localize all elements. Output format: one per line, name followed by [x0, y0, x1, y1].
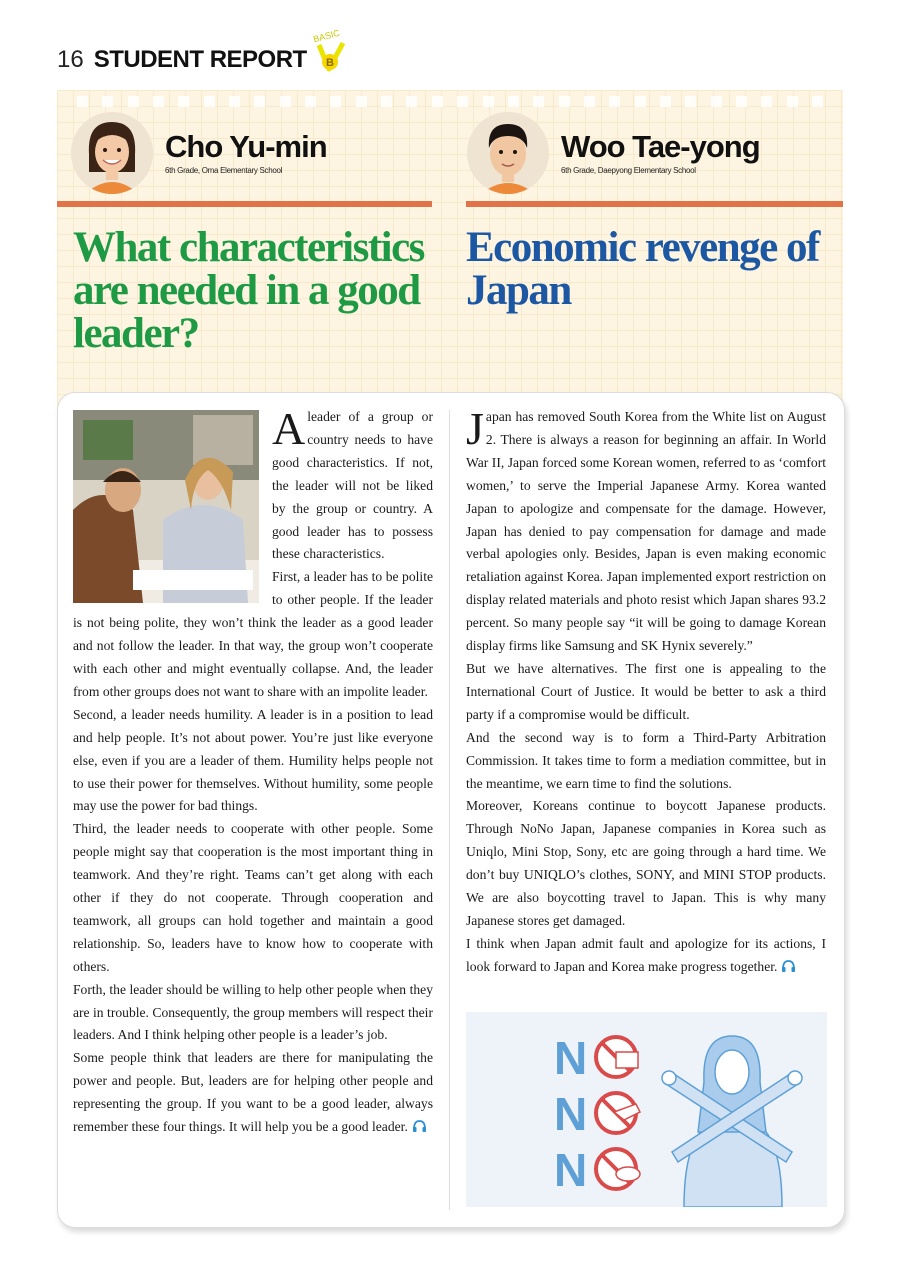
rule-left	[57, 201, 432, 207]
avatar-right	[467, 112, 549, 194]
paragraph: Moreover, Koreans continue to boycott Japanese products. Through NoNo Japan, Japanese companies in Korea such as Uniqlo, Mini Stop, Sony, etc are going through a hard time. We don’t buy UNIQLO’s clothes, SONY, and MINI STOP products. We are also boycotting travel to Japan. This is why many Japanese stores get damaged.	[466, 798, 826, 928]
avatar-left	[71, 112, 153, 194]
author-left	[71, 112, 327, 194]
author-school-left: 6th Grade, Oma Elementary School	[165, 166, 283, 175]
headline-right: Economic revenge of Japan	[466, 224, 819, 314]
author-name-left: Cho Yu-min	[165, 129, 327, 164]
drop-cap: J	[466, 403, 484, 454]
paragraph: First, a leader has to be polite to other people. If the leader is not being polite, they won’t think the leader as a good leader and not follow the leader. In that way, the group won’t cooperate with each other and might eventually collapse. And, the leader from other groups does not want to share with an impolite leader.	[73, 569, 433, 699]
no-japan-illustration	[466, 1012, 827, 1207]
paragraph: Japan has removed South Korea from the White list on August 2. There is always a reason for beginning an affair. In World War II, Japan forced some Korean women, referred to as ‘comfort women,’ to serve the Imperial Japanese Army. Korea wanted Japan to apologize and compensate for the damage. However, Japan has denied to pay compensation for damage and made verbal apologies only. Besides, Japan is even making economic retaliation against Korea. Japan implemented export restriction on display related materials and photo resist which Japan shares 93.2 percent. So many people say “it will be going to damage Korean display firms like Samsung and SK Hynix severely.”	[466, 403, 826, 654]
paragraph: I think when Japan admit fault and apologize for its actions, I look forward to Japan and Korea make progress together.	[466, 935, 826, 974]
no-letter: N	[554, 1088, 588, 1140]
headline-left: What characteristics are needed in a good leader?	[73, 224, 424, 357]
page-header	[57, 27, 349, 80]
column-divider	[449, 410, 450, 1210]
author-name-right: Woo Tae-yong	[561, 129, 760, 164]
author-right	[467, 112, 760, 194]
no-clothes-icon	[596, 1037, 638, 1077]
leader-photo	[73, 410, 259, 603]
badge-text: BASIC	[311, 27, 341, 45]
article-right	[466, 403, 826, 979]
binder-holes	[77, 96, 823, 108]
author-school-right: 6th Grade, Daepyong Elementary School	[561, 166, 696, 175]
paragraph: Aleader of a group or country needs to have good characteristics. If not, the leader will not be liked by the group or country. A good leader has to possess these characteristics.	[272, 403, 433, 562]
paragraph: And the second way is to form a Third-Party Arbitration Commission. It takes time to form a mediation committee, but in the meantime, we earn time to find the solutions.	[466, 729, 826, 791]
article-left	[73, 403, 433, 1139]
headphone-icon[interactable]	[781, 959, 796, 973]
headphone-icon[interactable]	[412, 1119, 427, 1133]
paragraph: But we have alternatives. The first one is appealing to the International Court of Justice. It would be better to ask a third party if a compromise would be difficult.	[466, 660, 826, 722]
section-title: STUDENT REPORT	[93, 46, 307, 73]
drop-cap: A	[272, 403, 306, 454]
rule-right	[466, 201, 843, 207]
paragraph: Forth, the leader should be willing to help other people when they are in trouble. Consequently, the group members will respect their leaders. And I think helping other people is a leader’s job.	[73, 981, 433, 1043]
basic-badge-icon	[311, 27, 349, 75]
paragraph: Some people think that leaders are there for manipulating the power and people. But, leaders are for helping other people and representing the group. If you want to be a good leader, always remember these four things. It will help you be a good leader.	[73, 1050, 433, 1135]
no-letter: N	[554, 1144, 588, 1196]
page-number: 16	[57, 46, 84, 73]
check-mark-icon	[317, 41, 345, 73]
badge-letter: B	[325, 57, 334, 69]
no-letter: N	[554, 1032, 588, 1084]
paragraph: Second, a leader needs humility. A leader is in a position to lead and help people. It’s not about power. You’re just like everyone else, even if you are a leader of them. Humility helps people not to use their power for themselves. Without humility, some people may use the power for bad things.	[73, 706, 433, 814]
paragraph: Third, the leader needs to cooperate with other people. Some people might say that cooperation is the most important thing in teamwork. And they’re right. Teams can’t get along with each other if they do not cooperate. Through cooperation and teamwork, all groups can hold together and maintain a good relationship. So, leaders have to know how to cooperate with others.	[73, 821, 433, 974]
